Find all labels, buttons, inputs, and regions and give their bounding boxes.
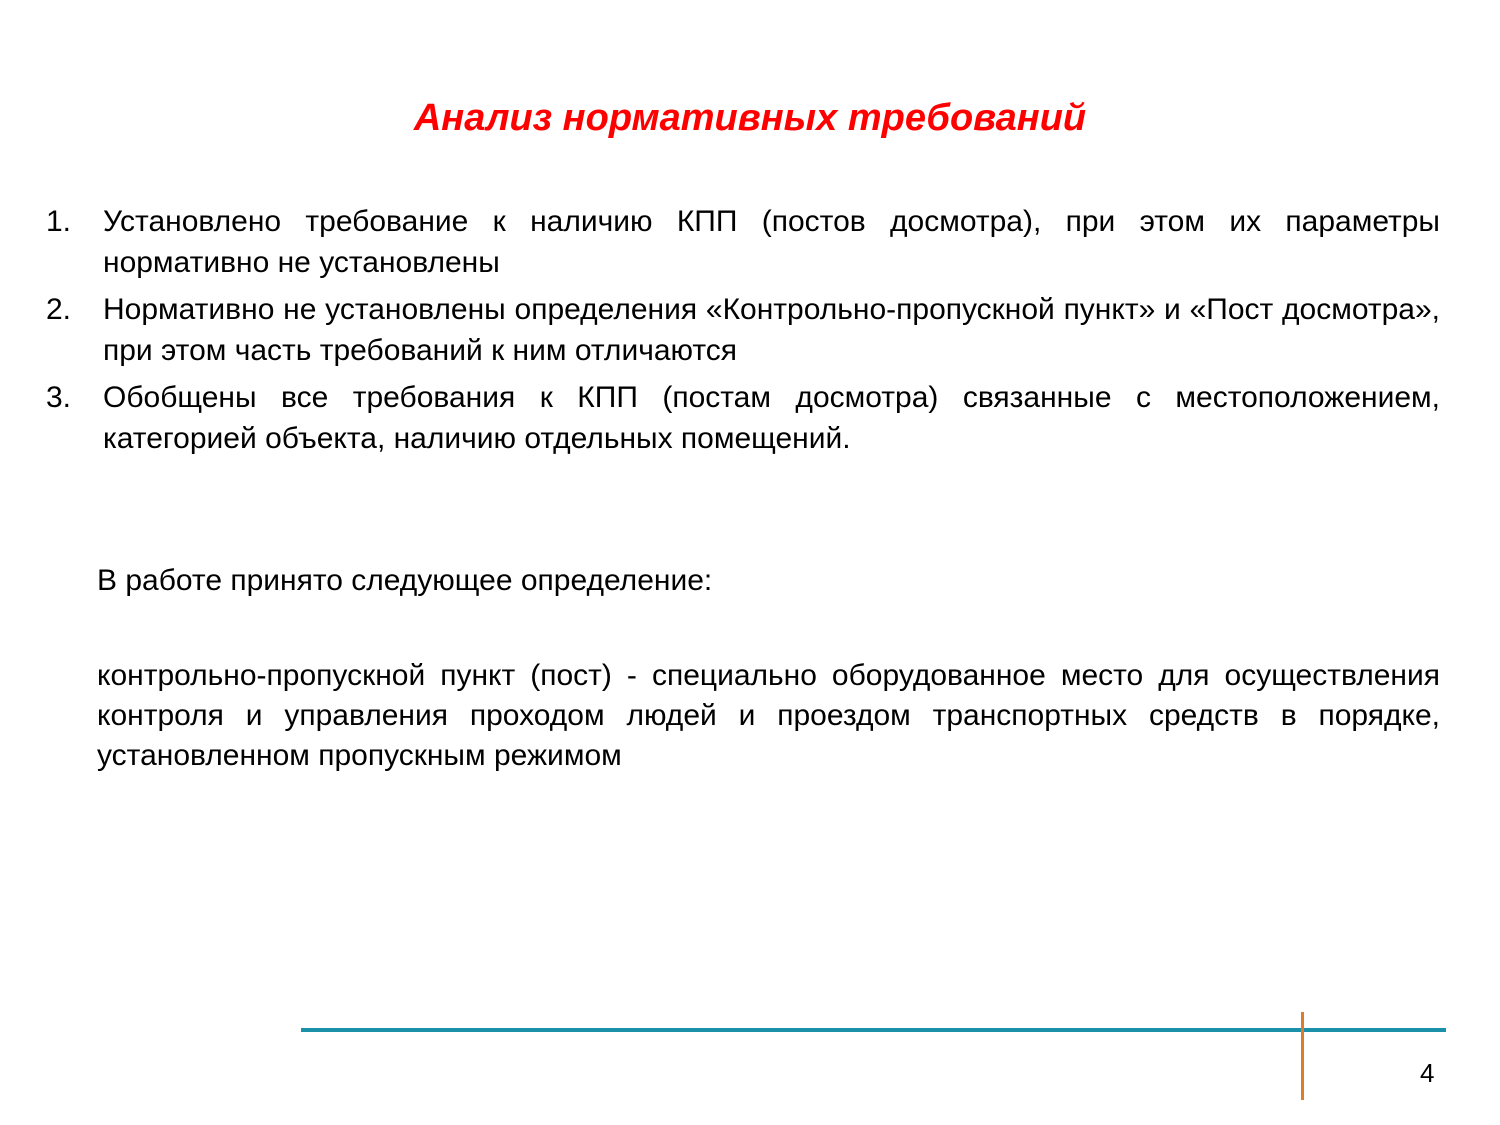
requirement-number: 1. <box>46 205 72 238</box>
footer-vertical-accent <box>1301 1012 1304 1100</box>
requirement-item-3 <box>46 377 1440 459</box>
requirement-text: Обобщены все требования к КПП (постам досмотра) связанные с местоположением, категорией объекта, наличию отдельных помещений. <box>103 381 1440 455</box>
requirement-item-2 <box>46 289 1440 371</box>
definition-intro: В работе принято следующее определение: <box>97 564 713 597</box>
requirement-text: Установлено требование к наличию КПП (постов досмотра), при этом их параметры нормативно не установлены <box>103 205 1440 279</box>
requirement-number: 2. <box>46 293 72 326</box>
requirement-item-1 <box>46 201 1440 283</box>
slide-title: Анализ нормативных требований <box>413 97 1087 139</box>
footer-divider-line <box>301 1028 1446 1032</box>
requirement-number: 3. <box>46 381 72 414</box>
page-number: 4 <box>1420 1058 1435 1088</box>
definition-text: контрольно-пропускной пункт (пост) - специально оборудованное место для осуществления контроля и управления проходом людей и проездом транспортных средств в порядке, установленном пропускным режимом <box>97 659 1440 772</box>
requirements-list <box>46 201 1440 465</box>
requirement-text: Нормативно не установлены определения «Контрольно-пропускной пункт» и «Пост досмотра», при этом часть требований к ним отличаются <box>103 293 1440 367</box>
